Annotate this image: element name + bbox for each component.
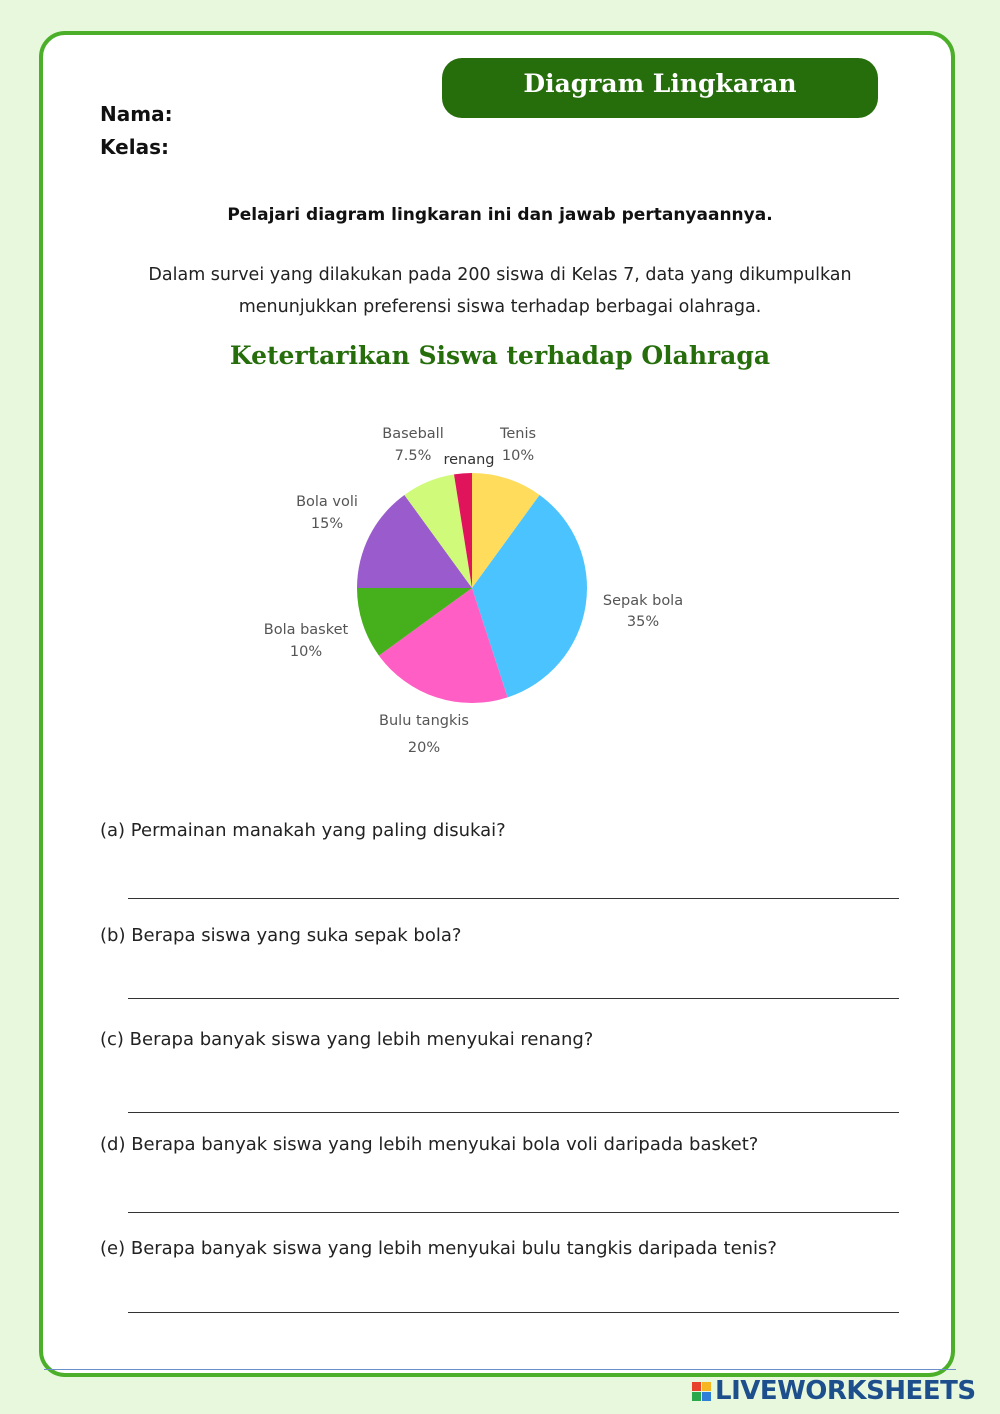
instruction-text: Pelajari diagram lingkaran ini dan jawab pertanyaannya.: [227, 205, 773, 225]
liveworksheets-logo[interactable]: [692, 1374, 976, 1408]
pie-label-bulu-tangkis: Bulu tangkis: [379, 713, 469, 729]
worksheet-title-banner: Diagram Lingkaran: [442, 58, 878, 118]
answer-line-a[interactable]: [128, 898, 899, 899]
pie-value-sepak-bola: 35%: [626, 614, 660, 630]
intro-paragraph: Dalam survei yang dilakukan pada 200 siswa di Kelas 7, data yang dikumpulkan menunjukkan preferensi siswa terhadap berbagai olahraga.: [148, 265, 852, 317]
question-b: (b) Berapa siswa yang suka sepak bola?: [100, 925, 462, 946]
logo-mark-icon: [692, 1382, 711, 1401]
pie-label-renang: renang: [443, 452, 495, 468]
pie-label-bola-basket: Bola basket: [263, 622, 349, 638]
question-d: (d) Berapa banyak siswa yang lebih menyukai bola voli daripada basket?: [100, 1134, 759, 1155]
pie-value-bola-voli: 15%: [310, 516, 344, 532]
pie-label-tenis: Tenis: [499, 426, 537, 442]
answer-line-e[interactable]: [128, 1312, 899, 1313]
chart-title: Ketertarikan Siswa terhadap Olahraga: [229, 341, 771, 370]
pie-value-bulu-tangkis: 20%: [407, 740, 441, 756]
pie-value-bola-basket: 10%: [289, 644, 323, 660]
footer-divider: [44, 1369, 956, 1370]
question-e: (e) Berapa banyak siswa yang lebih menyukai bulu tangkis daripada tenis?: [100, 1238, 777, 1259]
class-label: Kelas:: [100, 135, 169, 159]
pie-value-baseball: 7.5%: [394, 448, 432, 464]
pie-label-baseball: Baseball: [382, 426, 444, 442]
answer-line-d[interactable]: [128, 1212, 899, 1213]
question-c: (c) Berapa banyak siswa yang lebih menyukai renang?: [100, 1029, 594, 1050]
question-a: (a) Permainan manakah yang paling disukai?: [100, 820, 506, 841]
pie-label-sepak-bola: Sepak bola: [602, 593, 684, 609]
pie-label-bola-voli: Bola voli: [296, 494, 358, 510]
logo-text: LIVEWORKSHEETS: [715, 1376, 976, 1406]
answer-line-b[interactable]: [128, 998, 899, 999]
pie-value-tenis: 10%: [501, 448, 535, 464]
pie-chart: [0, 400, 1000, 770]
name-label: Nama:: [100, 102, 173, 126]
answer-line-c[interactable]: [128, 1112, 899, 1113]
